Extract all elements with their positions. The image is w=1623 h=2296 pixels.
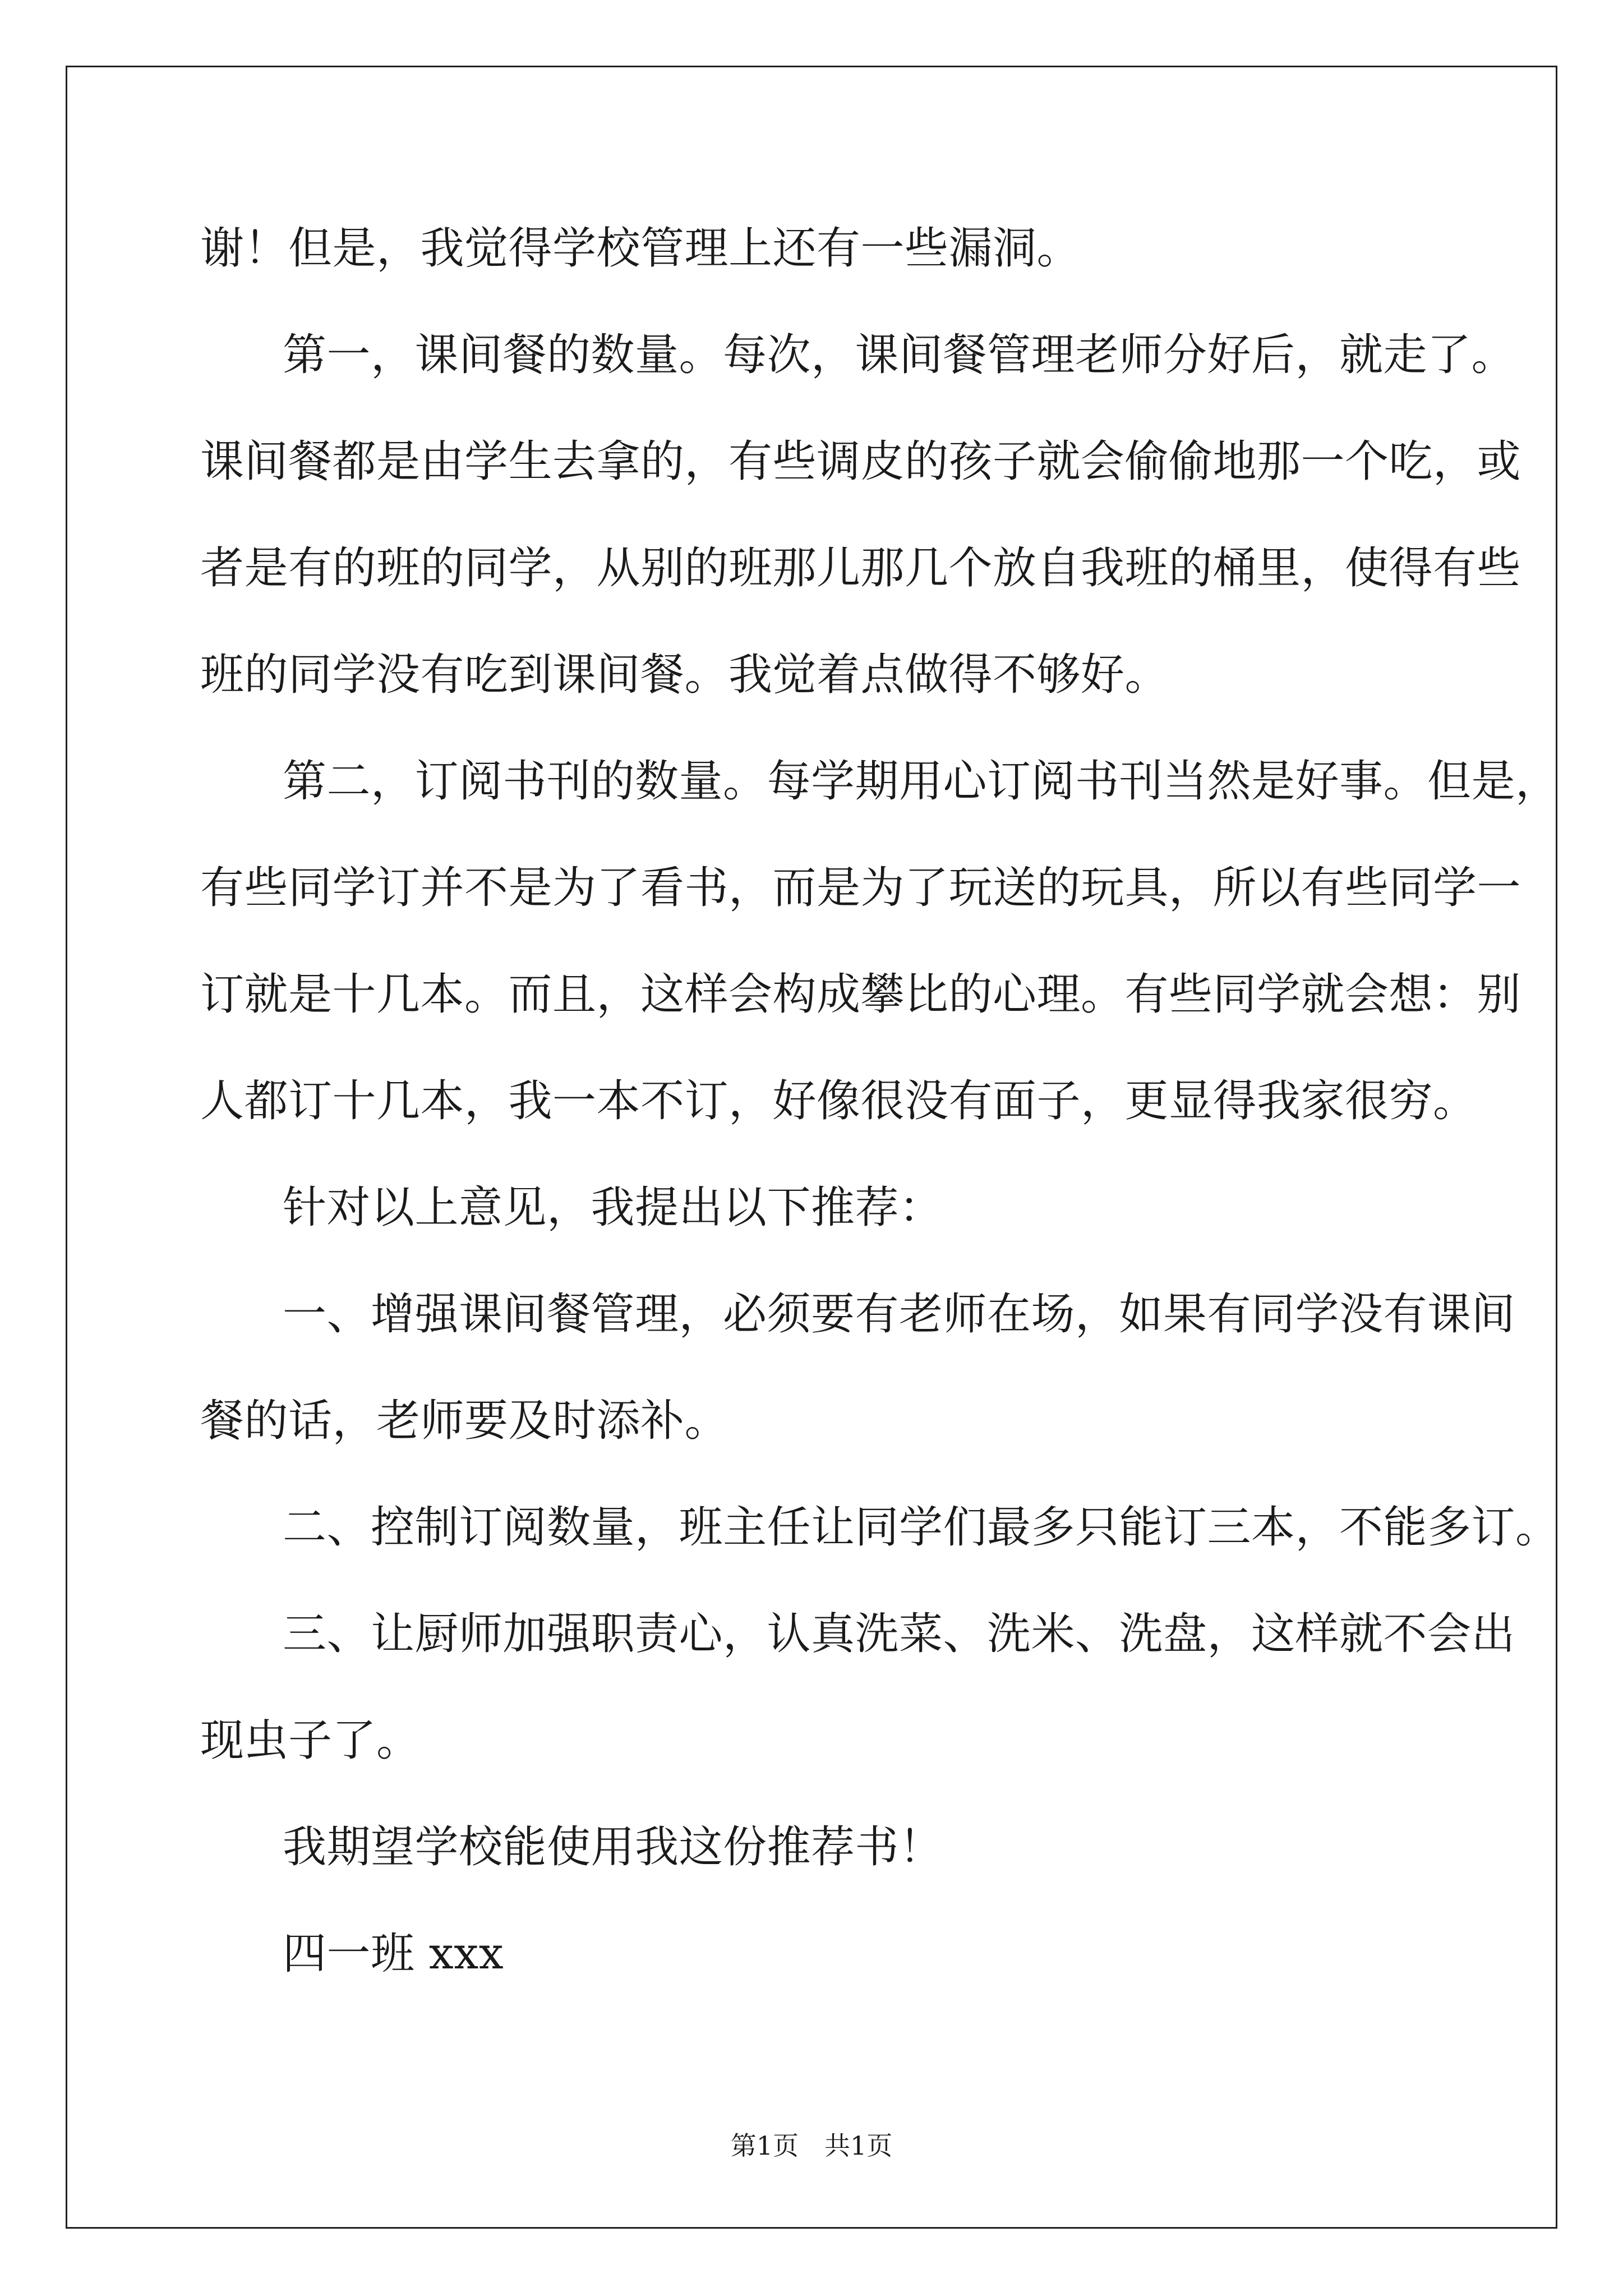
text-line: 订就是十几本。而且，这样会构成攀比的心理。有些同学就会想：别 — [200, 969, 1521, 1020]
text-line: 针对以上意见，我提出以下推荐： — [283, 1182, 943, 1233]
text-line: 我期望学校能使用我这份推荐书！ — [283, 1822, 943, 1872]
text-line: 课间餐都是由学生去拿的，有些调皮的孩子就会偷偷地那一个吃，或 — [200, 436, 1521, 487]
text-line: 第二，订阅书刊的数量。每学期用心订阅书刊当然是好事。但是， — [283, 756, 1560, 807]
text-line: 餐的话，老师要及时添补。 — [200, 1396, 729, 1446]
document-body — [200, 195, 1560, 2007]
text-line: 者是有的班的同学，从别的班那儿那几个放自我班的桶里，使得有些 — [200, 543, 1521, 593]
text-line: 三、让厨师加强职责心，认真洗菜、洗米、洗盘，这样就不会出 — [283, 1609, 1516, 1659]
text-line: 一、增强课间餐管理，必须要有老师在场，如果有同学没有课间 — [283, 1289, 1516, 1340]
text-line: 人都订十几本，我一本不订，好像很没有面子，更显得我家很穷。 — [200, 1076, 1477, 1126]
text-line: 有些同学订并不是为了看书，而是为了玩送的玩具，所以有些同学一 — [200, 863, 1521, 913]
text-line: 班的同学没有吃到课间餐。我觉着点做得不够好。 — [200, 650, 1169, 700]
text-line: 第一，课间餐的数量。每次，课间餐管理老师分好后，就走了。 — [283, 330, 1516, 380]
page-number-footer: 第1页 共1页 — [730, 2131, 893, 2161]
signature-line: 四一班 xxx — [283, 1929, 504, 1979]
text-line: 现虫子了。 — [200, 1715, 421, 1766]
text-line: 二、控制订阅数量，班主任让同学们最多只能订三本，不能多订。 — [283, 1502, 1560, 1553]
text-line: 谢！但是，我觉得学校管理上还有一些漏洞。 — [200, 223, 1081, 274]
